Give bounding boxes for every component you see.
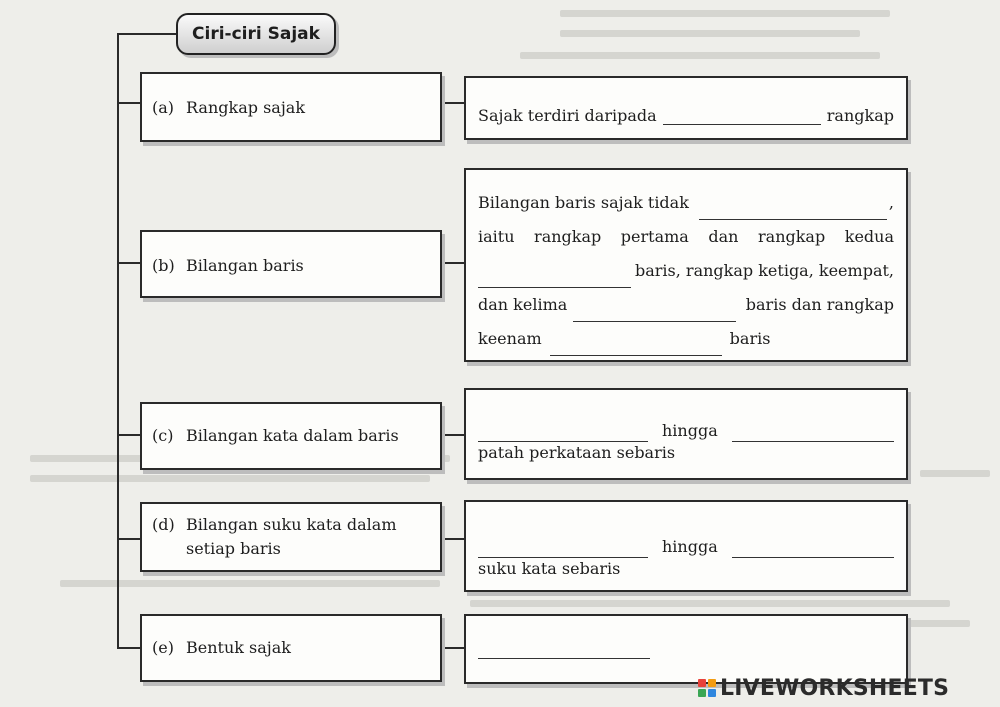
feature-label: Bentuk sajak [186,638,291,657]
connector-e-left [117,647,141,649]
liveworksheets-logo [698,675,949,701]
feature-label: Bilangan baris [186,256,304,275]
liveworksheets-wordmark: LIVEWORKSHEETS [720,675,950,701]
connector-a-right [442,102,465,104]
connector-c-right [442,434,465,436]
tree-trunk [117,33,119,649]
connector-title [117,33,177,35]
answer-text: dan kelima [478,295,568,314]
liveworksheets-logo-icon [698,679,716,697]
answer-text: hingga [662,537,718,556]
answer-text: baris [729,329,771,348]
logo-square-orange [708,679,716,687]
answer-box-d [464,500,908,592]
feature-box-e [140,614,442,682]
feature-label-line2: setiap baris [186,539,281,558]
answer-box-a [464,76,908,140]
answer-text: suku kata sebaris [478,559,621,578]
answer-word: iaitu [478,227,515,246]
answer-text: Sajak terdiri daripada [478,106,657,125]
answer-blank-b4[interactable] [550,343,722,356]
connector-a-left [117,102,141,104]
feature-label: Bilangan kata dalam baris [186,426,399,445]
answer-blank-d1[interactable] [478,545,648,558]
answer-blank-b2[interactable] [478,275,631,288]
answer-text: keenam [478,329,542,348]
answer-blank-c1[interactable] [478,429,648,442]
diagram-title: Ciri-ciri Sajak [176,13,336,55]
connector-b-left [117,262,141,264]
feature-number: (b) [152,256,175,275]
feature-box-c [140,402,442,470]
connector-d-right [442,538,465,540]
answer-word: rangkap [758,227,826,246]
answer-box-c [464,388,908,480]
feature-box-a [140,72,442,142]
feature-label: Rangkap sajak [186,98,306,117]
answer-text: baris, rangkap ketiga, keempat, [635,261,894,280]
answer-text: patah perkataan sebaris [478,443,676,462]
answer-word: kedua [844,227,894,246]
feature-box-b [140,230,442,298]
feature-box-d [140,502,442,572]
answer-blank-b3[interactable] [573,309,735,322]
logo-square-red [698,679,706,687]
answer-text: rangkap [826,106,894,125]
answer-blank-c2[interactable] [732,429,894,442]
feature-label-line1: Bilangan suku kata dalam [186,515,397,534]
answer-word: rangkap [534,227,602,246]
answer-text: Bilangan baris sajak tidak [478,193,689,212]
feature-number: (c) [152,426,174,445]
answer-word: pertama [620,227,689,246]
answer-text: baris dan rangkap [745,295,894,314]
answer-blank-a[interactable] [663,112,821,125]
feature-number: (d) [152,515,175,534]
answer-text: hingga [662,421,718,440]
answer-blank-e[interactable] [478,646,650,659]
answer-box-b [464,168,908,362]
connector-d-left [117,538,141,540]
answer-blank-b1[interactable] [699,207,887,220]
feature-number: (e) [152,638,174,657]
answer-word: dan [708,227,739,246]
connector-b-right [442,262,465,264]
connector-c-left [117,434,141,436]
logo-square-green [698,689,706,697]
connector-e-right [442,647,465,649]
answer-box-e [464,614,908,684]
feature-number: (a) [152,98,175,117]
answer-blank-d2[interactable] [732,545,894,558]
answer-text: , [888,193,894,212]
logo-square-blue [708,689,716,697]
